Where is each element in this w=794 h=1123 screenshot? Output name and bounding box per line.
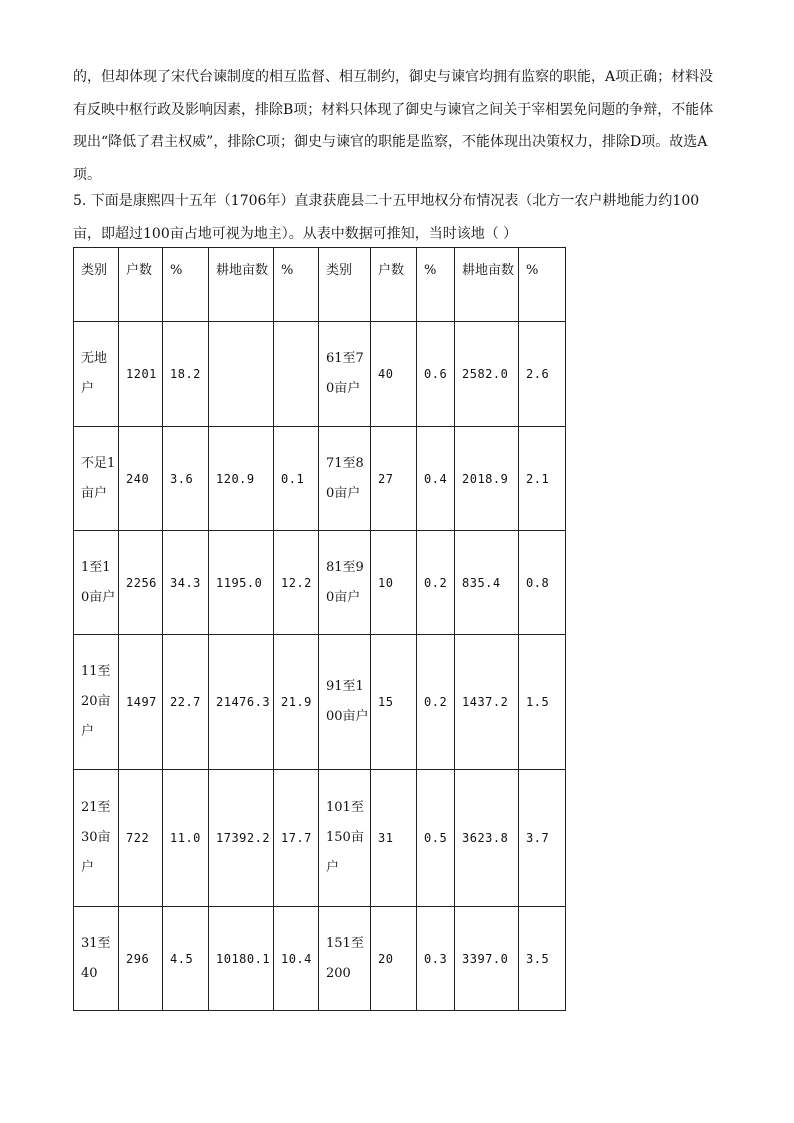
table-cell: 31 — [371, 770, 417, 907]
table-cell: 10 — [371, 531, 417, 635]
table-cell: 10.4 — [274, 907, 319, 1011]
table-cell: 17392.2 — [209, 770, 274, 907]
table-cell: 2018.9 — [455, 427, 519, 531]
table-cell: 10180.1 — [209, 907, 274, 1011]
table-cell: 0.6 — [417, 322, 455, 427]
table-cell: 40 — [371, 322, 417, 427]
table-cell: 不足1亩户 — [74, 427, 119, 531]
table-cell: 0.2 — [417, 531, 455, 635]
table-header-cell: % — [163, 248, 209, 322]
answer-explanation-paragraph: 的，但却体现了宋代台谏制度的相互监督、相互制约，御史与谏官均拥有监察的职能，A项正确；材料没有反映中枢行政及影响因素，排除B项；材料只体现了御史与谏官之间关于宰相罢免问题的争辩，不能体现出“降低了君主权威”，排除C项；御史与谏官的职能是监察，不能体现出决策权力，排除D项。故选A项。 — [73, 69, 714, 183]
table-cell: 722 — [119, 770, 163, 907]
table-header-cell: % — [274, 248, 319, 322]
table-cell: 71至80亩户 — [319, 427, 371, 531]
table-cell: 120.9 — [209, 427, 274, 531]
table-header-cell: % — [417, 248, 455, 322]
table-cell: 2256 — [119, 531, 163, 635]
table-cell: 11至20亩户 — [74, 635, 119, 770]
table-row — [74, 427, 566, 531]
table-cell: 18.2 — [163, 322, 209, 427]
table-cell: 0.3 — [417, 907, 455, 1011]
table-header-cell: 户数 — [371, 248, 417, 322]
table-cell: 15 — [371, 635, 417, 770]
table-cell: 0.1 — [274, 427, 319, 531]
table-cell: 0.8 — [519, 531, 566, 635]
table-cell: 1.5 — [519, 635, 566, 770]
table-cell: 1201 — [119, 322, 163, 427]
table-cell: 1195.0 — [209, 531, 274, 635]
table-cell: 4.5 — [163, 907, 209, 1011]
table-cell: 3.5 — [519, 907, 566, 1011]
table-row — [74, 531, 566, 635]
table-cell: 91至100亩户 — [319, 635, 371, 770]
table-header-cell: 类别 — [74, 248, 119, 322]
table-row — [74, 322, 566, 427]
table-cell: 81至90亩户 — [319, 531, 371, 635]
table-cell: 2.1 — [519, 427, 566, 531]
table-header-cell: 类别 — [319, 248, 371, 322]
table-cell: 21至30亩户 — [74, 770, 119, 907]
table-cell: 1437.2 — [455, 635, 519, 770]
table-cell: 61至70亩户 — [319, 322, 371, 427]
table-cell — [209, 322, 274, 427]
table-row — [74, 635, 566, 770]
table-cell: 3397.0 — [455, 907, 519, 1011]
table-cell: 0.2 — [417, 635, 455, 770]
table-header-cell: 耕地亩数 — [209, 248, 274, 322]
table-cell: 0.4 — [417, 427, 455, 531]
table-cell: 2.6 — [519, 322, 566, 427]
table-cell: 101至150亩户 — [319, 770, 371, 907]
table-cell: 0.5 — [417, 770, 455, 907]
table-cell: 11.0 — [163, 770, 209, 907]
table-cell: 3.7 — [519, 770, 566, 907]
table-cell: 835.4 — [455, 531, 519, 635]
table-cell: 1至10亩户 — [74, 531, 119, 635]
table-header-cell: 耕地亩数 — [455, 248, 519, 322]
table-cell: 22.7 — [163, 635, 209, 770]
table-cell: 3623.8 — [455, 770, 519, 907]
table-cell: 240 — [119, 427, 163, 531]
table-cell: 12.2 — [274, 531, 319, 635]
table-cell — [274, 322, 319, 427]
table-cell: 296 — [119, 907, 163, 1011]
table-cell: 21.9 — [274, 635, 319, 770]
table-body — [74, 248, 566, 1011]
table-cell: 20 — [371, 907, 417, 1011]
table-header-cell: % — [519, 248, 566, 322]
table-row — [74, 770, 566, 907]
question-5-stem: 5. 下面是康熙四十五年（1706年）直隶获鹿县二十五甲地权分布情况表（北方一农户耕地能力约100亩，即超过100亩占地可视为地主）。从表中数据可推知，当时该地（ ） — [73, 193, 700, 242]
table-cell: 151至200 — [319, 907, 371, 1011]
table-cell: 21476.3 — [209, 635, 274, 770]
table-cell: 2582.0 — [455, 322, 519, 427]
table-header-row — [74, 248, 566, 322]
table-cell: 27 — [371, 427, 417, 531]
table-cell: 17.7 — [274, 770, 319, 907]
land-distribution-table — [73, 247, 566, 1011]
table-cell: 无地户 — [74, 322, 119, 427]
table-row — [74, 907, 566, 1011]
table-cell: 31至40 — [74, 907, 119, 1011]
table-header-cell: 户数 — [119, 248, 163, 322]
table-cell: 3.6 — [163, 427, 209, 531]
table-cell: 1497 — [119, 635, 163, 770]
table-cell: 34.3 — [163, 531, 209, 635]
